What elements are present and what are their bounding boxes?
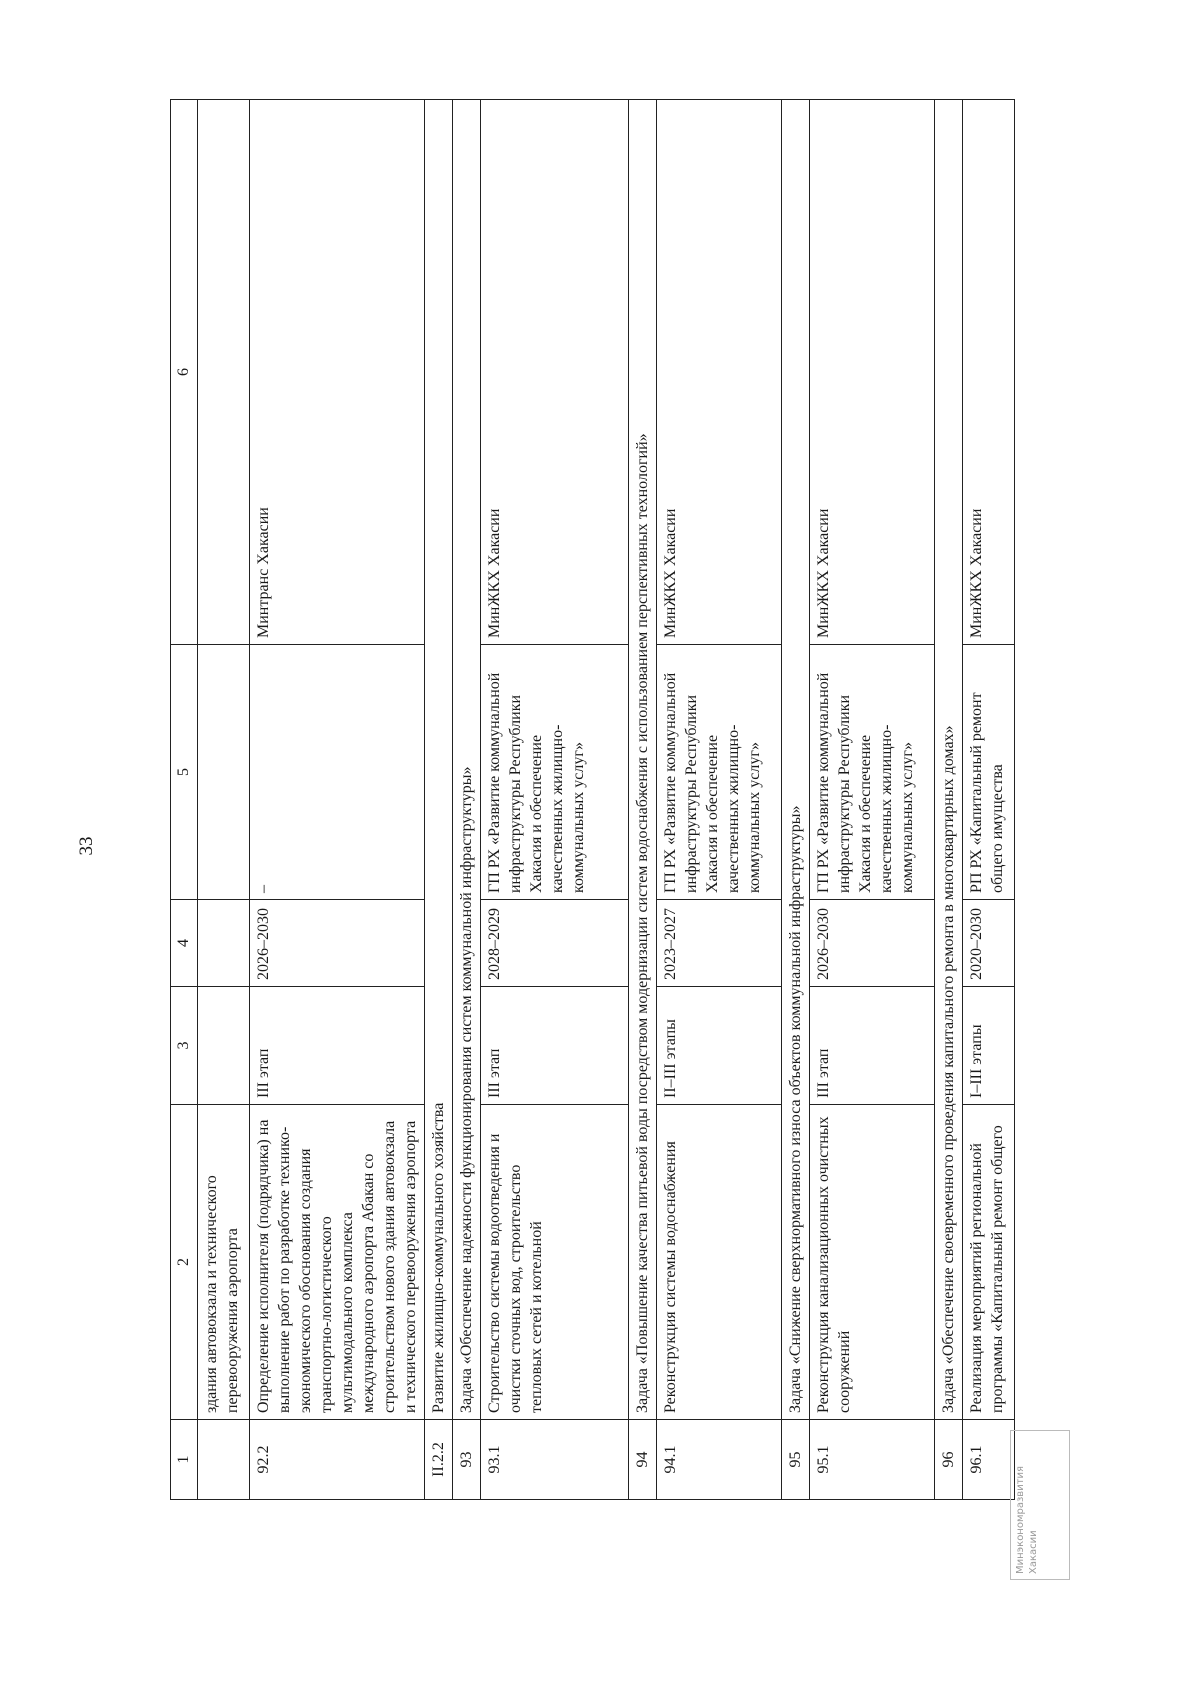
cell-period: 2023–2027 [657,900,782,987]
cell-number: 93.1 [481,1420,629,1500]
section-title: Развитие жилищно-коммунального хозяйства [425,100,453,1420]
task-title: Задача «Обеспечение своевременного проведения капитального ремонта в многоквартирных домах» [935,100,963,1420]
cell-stage: III этап [250,987,425,1105]
cell-responsible [198,100,250,645]
table-row [657,100,782,1500]
cell-responsible: Минтранс Хакасии [250,100,425,645]
cell-activity: Реконструкция системы водоснабжения [657,1105,782,1420]
task-title: Задача «Обеспечение надежности функционирования систем коммунальной инфраструктуры» [453,100,481,1420]
cell-activity: Определение исполнителя (подрядчика) на выполнение работ по разработке технико-экономического обоснования создания транспортно-логистического мультимодального комплекса международного аэропорта Абакан со строительством нового здания автовокзала и технического перевооружения аэропорта [250,1105,425,1420]
cell-period [198,900,250,987]
cell-activity: Строительство системы водоотведения и очистки сточных вод, строительство тепловых сетей и котельной [481,1105,629,1420]
header-cell: 6 [171,100,198,645]
cell-stage: III этап [481,987,629,1105]
task-title: Задача «Повышение качества питьевой воды посредством модернизации систем водоснабжения с использованием перспективных технологий» [629,100,657,1420]
cell-stage: III этап [810,987,935,1105]
cell-program: ГП РХ «Развитие коммунальной инфраструктуры Республики Хакасия и обеспечение качественных жилищно-коммунальных услуг» [810,645,935,900]
task-row [453,100,481,1500]
header-cell: 2 [171,1105,198,1420]
cell-responsible: МинЖКХ Хакасии [657,100,782,645]
table-header-row [171,100,198,1500]
cell-activity: Реконструкция канализационных очистных сооружений [810,1105,935,1420]
table-row [250,100,425,1500]
cell-number: 96 [935,1420,963,1500]
cell-period: 2026–2030 [810,900,935,987]
task-title: Задача «Снижение сверхнормативного износа объектов коммунальной инфраструктуры» [782,100,810,1420]
table-row [810,100,935,1500]
cell-number: 95 [782,1420,810,1500]
cell-stage [198,987,250,1105]
task-row [629,100,657,1500]
cell-number: 93 [453,1420,481,1500]
approval-stamp: Минэкономразвития Хакасии [1010,1430,1070,1580]
header-cell: 3 [171,987,198,1105]
cell-program-text: – [255,885,272,893]
cell-number: 96.1 [963,1420,1015,1500]
cell-period: 2026–2030 [250,900,425,987]
cell-responsible: МинЖКХ Хакасии [810,100,935,645]
header-cell: 1 [171,1420,198,1500]
cell-number [198,1420,250,1500]
cell-program: РП РХ «Капитальный ремонт общего имущества [963,645,1015,900]
cell-number: 92.2 [250,1420,425,1500]
table-row [198,100,250,1500]
section-row [425,100,453,1500]
page-number: 33 [76,836,97,856]
cell-activity: Реализация мероприятий региональной программы «Капитальный ремонт общего [963,1105,1015,1420]
cell-number: 94 [629,1420,657,1500]
cell-period: 2028–2029 [481,900,629,987]
cell-number: II.2.2 [425,1420,453,1500]
cell-stage: I–III этапы [963,987,1015,1105]
cell-program: ГП РХ «Развитие коммунальной инфраструктуры Республики Хакасия и обеспечение качественных жилищно-коммунальных услуг» [481,645,629,900]
header-cell: 4 [171,900,198,987]
cell-activity: здания автовокзала и технического перевооружения аэропорта [198,1105,250,1420]
task-row [782,100,810,1500]
document-table-rotated [170,100,1200,1500]
table-row [963,100,1015,1500]
cell-period: 2020–2030 [963,900,1015,987]
table-row [481,100,629,1500]
task-row [935,100,963,1500]
cell-program [250,645,425,900]
cell-responsible: МинЖКХ Хакасии [963,100,1015,645]
cell-program [198,645,250,900]
cell-program: ГП РХ «Развитие коммунальной инфраструктуры Республики Хакасия и обеспечение качественных жилищно-коммунальных услуг» [657,645,782,900]
cell-number: 95.1 [810,1420,935,1500]
cell-number: 94.1 [657,1420,782,1500]
cell-stage: II–III этапы [657,987,782,1105]
cell-responsible: МинЖКХ Хакасии [481,100,629,645]
header-cell: 5 [171,645,198,900]
plan-table [170,99,1015,1500]
